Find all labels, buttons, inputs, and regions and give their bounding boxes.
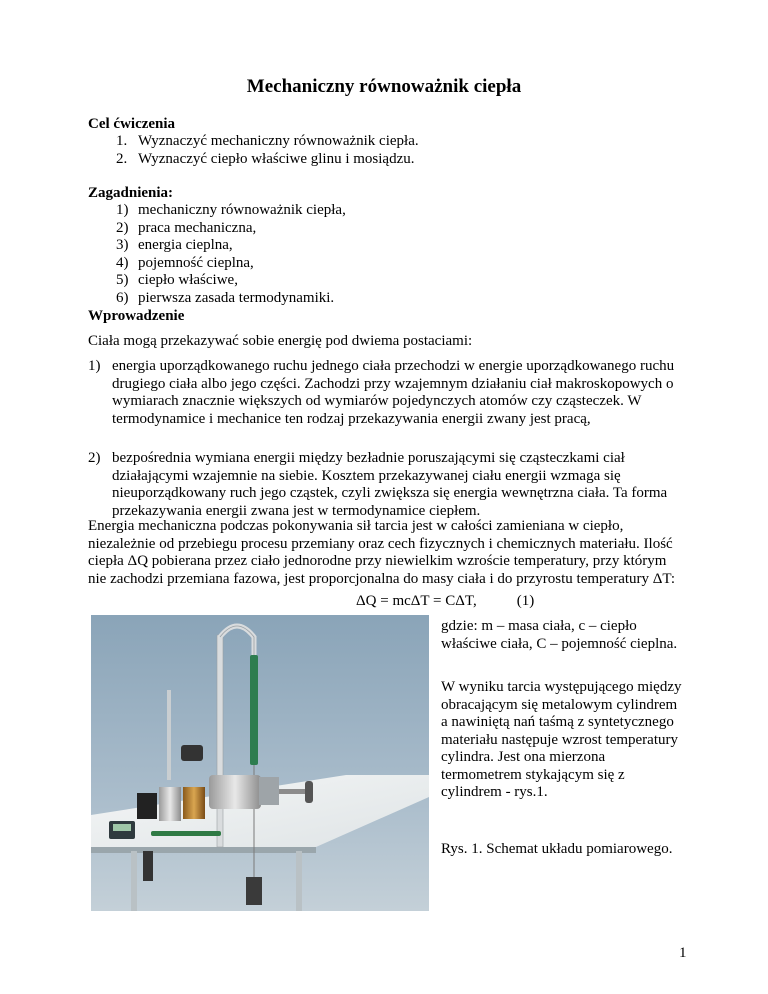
side-paragraph: W wyniku tarcia występującego między obracającym się metalowym cylindrem a nawiniętą nań taśmą z syntetycznego materiału następuje wzrost temperatury cylindra. Jest ona mierzona termometrem stykającym się z cylindrem - rys.1. xyxy=(441,679,682,800)
intro-lead: Ciała mogą przekazywać sobie energię pod dwiema postaciami: xyxy=(88,333,473,349)
point-text: bezpośrednia wymiana energii między bezładnie poruszającymi się cząsteczkami ciał działającymi wzajemnie na siebie. Kosztem przekazywanej ciału energii wzmaga się nieuporządkowany ruch jego cząstek, czyli zwiększa się energia wewnętrzna ciała. Ta forma przekazywania energii zwana jest w termodynamice ciepłem. xyxy=(112,450,668,519)
list-item: 1. Wyznaczyć mechaniczny równoważnik ciepła. xyxy=(116,133,419,149)
photo-background xyxy=(91,615,429,911)
brass-cylinder xyxy=(183,787,205,819)
point-number: 2) xyxy=(88,450,101,466)
spring-balance xyxy=(250,655,258,765)
table-edge xyxy=(91,847,316,853)
list-item: 3) energia cieplna, xyxy=(116,237,233,253)
cylinder-mount xyxy=(259,777,279,805)
goal-list xyxy=(116,133,419,168)
intro-point-2 xyxy=(88,450,688,520)
document-title: Mechaniczny równoważnik ciepła xyxy=(246,76,522,97)
intro-paragraph: Energia mechaniczna podczas pokonywania sił tarcia jest w całości zamieniana w ciepło, niezależnie od przebiegu procesu przemiany oraz cech fizycznych i chemicznych materiału. Ilość ciepła ΔQ pobierana przez ciało jednorodne przy niewielkim wzroście temperatury, przy którym nie zachodzi przemiana fazowa, jest proporcjonalna do masy ciała i do przyrostu temperatury ΔT: xyxy=(88,518,675,587)
equation-number: (1) xyxy=(516,593,535,609)
weight-block xyxy=(137,793,157,819)
figure-caption: Rys. 1. Schemat układu pomiarowego. xyxy=(441,841,673,857)
table-clamp xyxy=(143,851,153,881)
equation-1 xyxy=(356,593,534,610)
apparatus-photo xyxy=(91,615,429,911)
point-number: 1) xyxy=(88,358,101,374)
intro-heading: Wprowadzenie xyxy=(88,308,185,324)
stand-rod xyxy=(217,635,223,847)
list-item: 1) mechaniczny równoważnik ciepła, xyxy=(116,202,346,218)
goal-heading: Cel ćwiczenia xyxy=(88,116,176,132)
friction-cylinder xyxy=(209,775,261,809)
topics-list xyxy=(116,202,346,307)
meter-display xyxy=(113,824,131,831)
clamp xyxy=(181,745,203,761)
intro-point-1 xyxy=(88,358,688,428)
aluminium-cylinder xyxy=(159,787,181,821)
list-item: 4) pojemność cieplna, xyxy=(116,254,254,271)
list-item: 2) praca mechaniczna, xyxy=(116,219,257,236)
equation-expression: ΔQ = mcΔT = CΔT, xyxy=(356,593,477,609)
topics-heading: Zagadnienia: xyxy=(88,185,174,201)
page-number: 1 xyxy=(679,945,687,961)
list-item: 6) pierwsza zasada termodynamiki. xyxy=(116,289,335,306)
table-leg xyxy=(296,851,302,911)
crank-arm xyxy=(279,789,309,794)
thermometer-rod xyxy=(167,690,171,780)
point-text: energia uporządkowanego ruchu jednego ciała przechodzi w energie uporządkowanego ruchu drugiego ciała albo jego części. Zachodzi przy wzajemnym działaniu ciał makroskopowych o wymiarach znacznie większych od wymiarów pojedynczych atomów czy cząsteczek. W termodynamice i mechanice ten rodzaj przekazywania energii zwany jest pracą, xyxy=(112,358,675,427)
list-item: 5) ciepło właściwe, xyxy=(116,272,238,288)
list-item: 2. Wyznaczyć ciepło właściwe glinu i mosiądzu. xyxy=(116,150,415,167)
formula-legend: gdzie: m – masa ciała, c – ciepło właściwe ciała, C – pojemność cieplna. xyxy=(441,618,678,652)
green-tube xyxy=(151,831,221,836)
hanging-weight xyxy=(246,877,262,905)
crank-handle xyxy=(305,781,313,803)
table-leg xyxy=(131,851,137,911)
